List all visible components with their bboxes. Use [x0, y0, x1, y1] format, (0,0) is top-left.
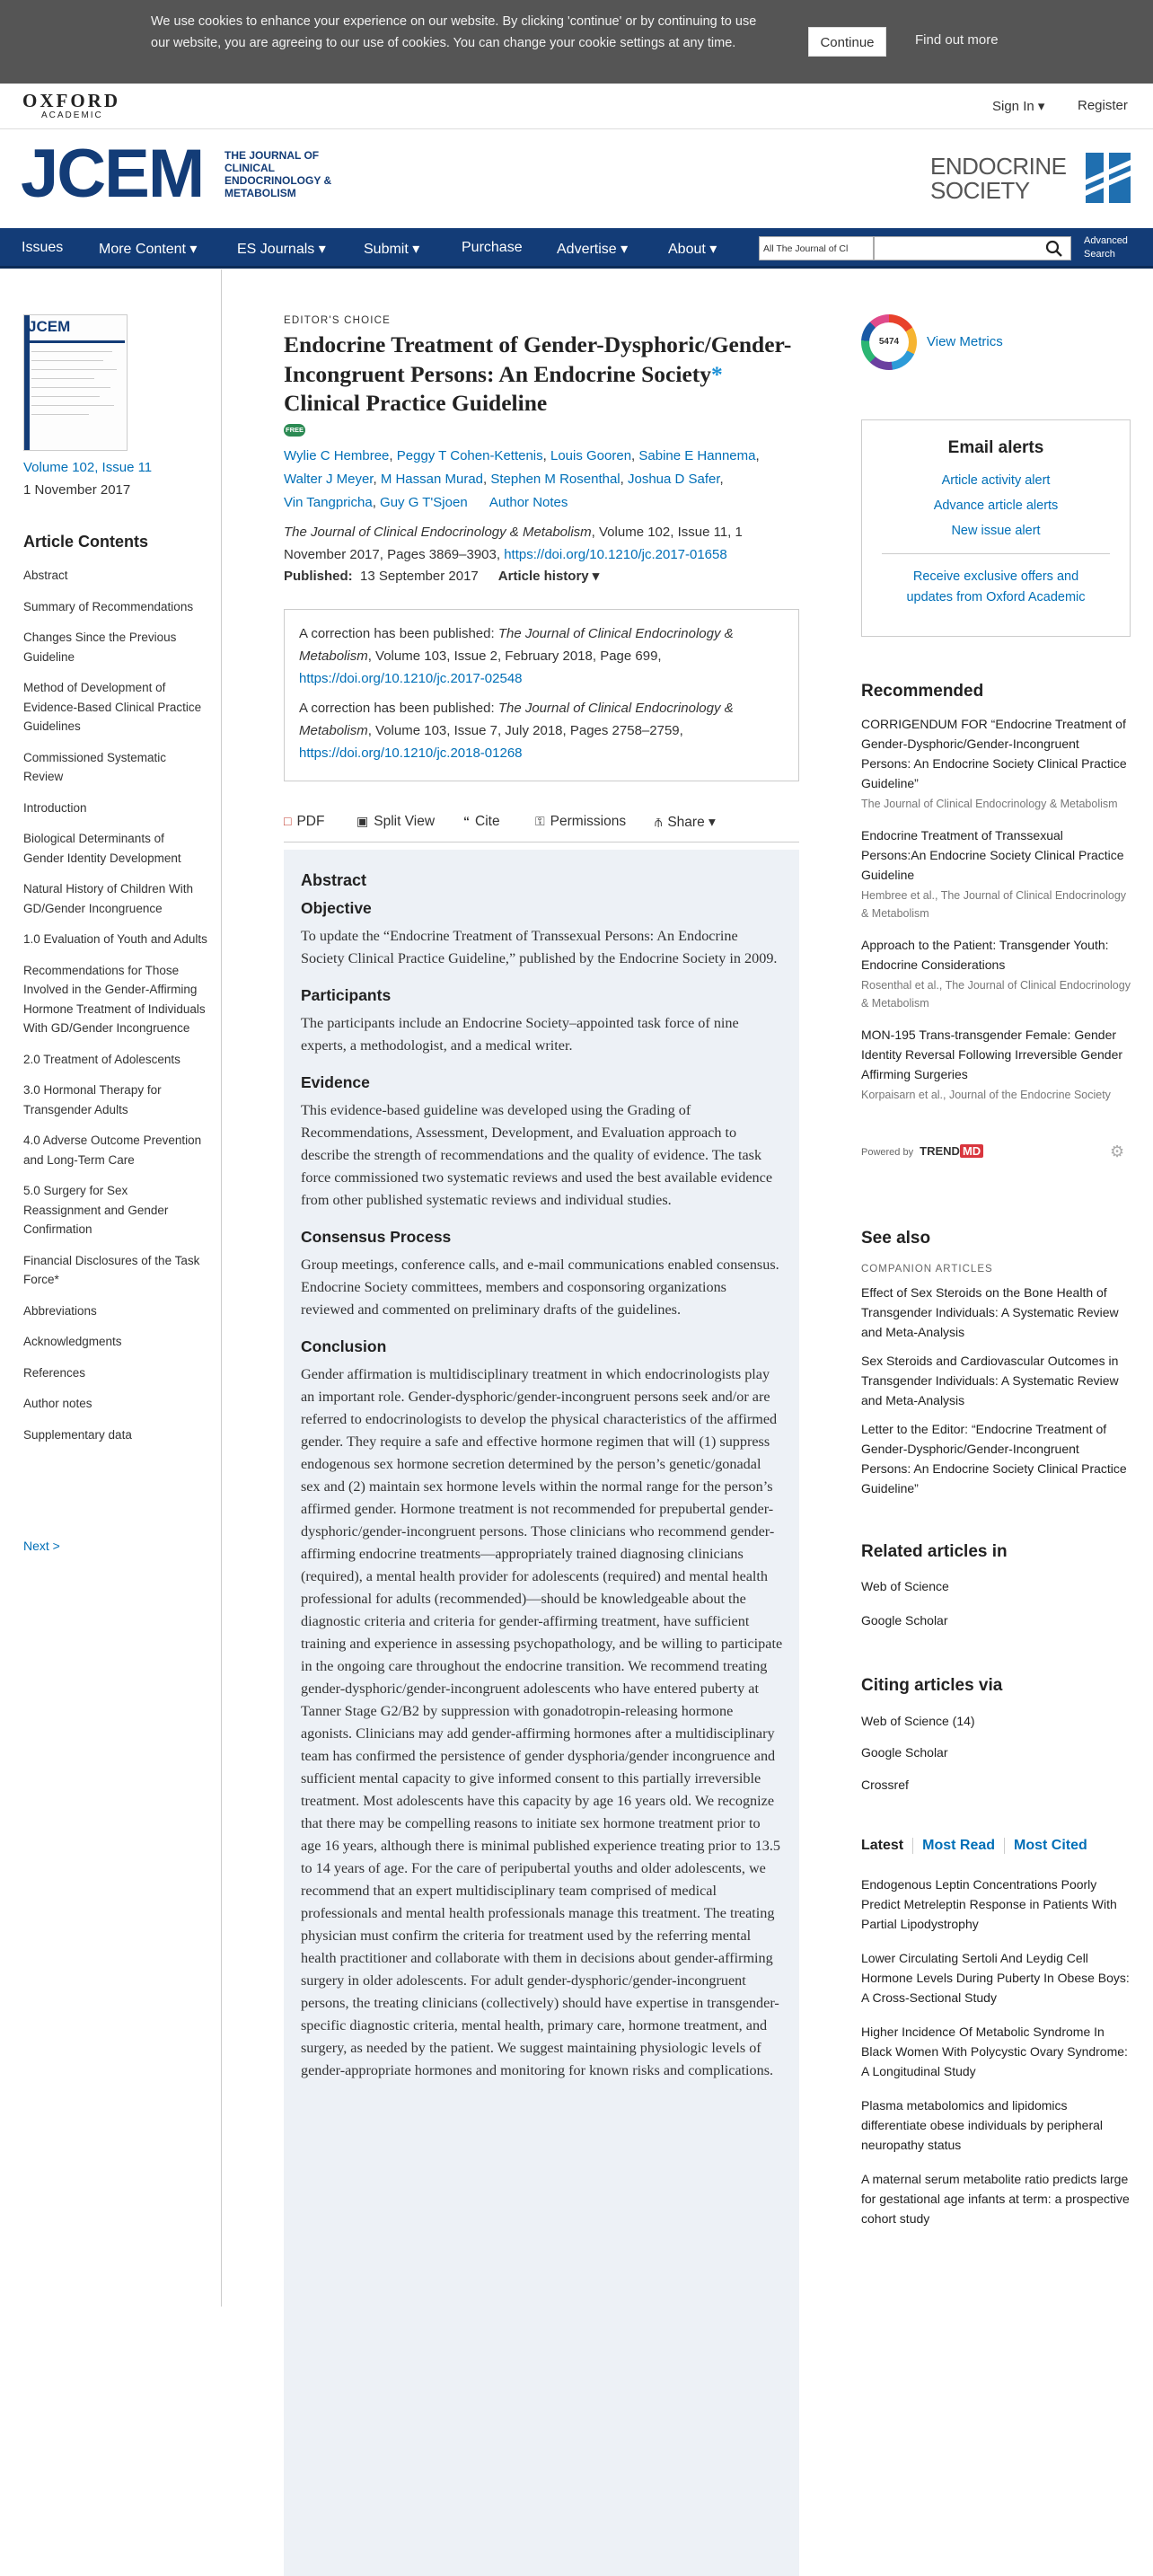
- key-icon: ⚿: [535, 814, 545, 828]
- cover-rule: [26, 340, 125, 343]
- recommended-item-source: Rosenthal et al., The Journal of Clinical Endocrinology & Metabolism: [861, 979, 1131, 1010]
- share-icon: ⫚: [655, 815, 663, 829]
- article-contents-title: Article Contents: [23, 533, 149, 551]
- toc-item[interactable]: 2.0 Treatment of Adolescents: [23, 1052, 180, 1066]
- article-citation: [284, 521, 799, 566]
- split-view-button[interactable]: [356, 814, 435, 830]
- author-notes-link[interactable]: Author Notes: [488, 495, 568, 510]
- oxford-logo[interactable]: OXFORD: [22, 90, 120, 111]
- search-scope-select[interactable]: [759, 236, 874, 260]
- issue-volume-link[interactable]: Volume 102, Issue 11: [23, 460, 153, 475]
- article-list-tabs: [861, 1838, 1105, 1854]
- toc-item[interactable]: 3.0 Hormonal Therapy for Transgender Adults: [23, 1083, 162, 1116]
- author-sep: ,: [483, 472, 491, 487]
- author-link[interactable]: M Hassan Murad: [380, 472, 484, 487]
- latest-article-link[interactable]: A maternal serum metabolite ratio predicts large for gestational age infants at term: a prospective cohort study: [861, 2172, 1130, 2226]
- author-link[interactable]: Louis Gooren: [550, 448, 632, 463]
- published-label: Published:: [284, 569, 353, 584]
- author-sep: ,: [542, 448, 550, 463]
- abstract-heading: Conclusion: [301, 1337, 387, 1355]
- trendmd-trend: TREND: [920, 1144, 960, 1158]
- recommended-item[interactable]: [861, 1025, 1131, 1104]
- article-history-toggle[interactable]: Article history ▾: [497, 569, 600, 584]
- split-view-icon: ▣: [356, 814, 369, 828]
- recommended-item-source: The Journal of Clinical Endocrinology & Metabolism: [861, 798, 1118, 810]
- advanced-search-label: Advanced Search: [1084, 235, 1128, 260]
- article-activity-alert-link[interactable]: Article activity alert: [941, 473, 1051, 488]
- editors-choice-label: EDITOR'S CHOICE: [284, 315, 392, 326]
- author-sep: ,: [373, 472, 381, 487]
- author-sep: ,: [389, 448, 397, 463]
- pdf-label: PDF: [296, 814, 325, 829]
- cookie-message: We use cookies to enhance your experience on our website. By clicking 'continue' or by continuing to use our website, you are agreeing to our use of cookies. You can change your cookie settings at any time.: [151, 14, 757, 50]
- recommended-item[interactable]: [861, 825, 1131, 922]
- author-sep: ,: [719, 472, 724, 487]
- published-line: [284, 568, 599, 584]
- correction-doi-link[interactable]: https://doi.org/10.1210/jc.2017-02548: [299, 671, 523, 686]
- abstract-heading: Consensus Process: [301, 1228, 452, 1246]
- permissions-button[interactable]: [535, 814, 626, 830]
- latest-articles-list: [861, 1875, 1131, 2243]
- author-link[interactable]: Guy G T'Sjoen: [380, 495, 468, 510]
- nav-purchase[interactable]: Purchase: [462, 240, 523, 255]
- advance-article-alerts-link[interactable]: Advance article alerts: [933, 498, 1059, 513]
- altmetric-badge[interactable]: [861, 314, 917, 370]
- toc-item[interactable]: Biological Determinants of Gender Identity Development: [23, 832, 181, 865]
- toc-item[interactable]: Natural History of Children With GD/Gender Incongruence: [23, 882, 194, 915]
- quote-icon: “: [463, 814, 470, 828]
- author-link[interactable]: Sabine E Hannema: [638, 448, 756, 463]
- see-also-list: [861, 1283, 1131, 1507]
- view-metrics-link[interactable]: View Metrics: [927, 334, 1003, 349]
- tab-most-cited[interactable]: Most Cited: [1014, 1838, 1087, 1853]
- toc-item[interactable]: Method of Development of Evidence-Based Clinical Practice Guidelines: [23, 681, 202, 733]
- published-date: 13 September 2017: [360, 569, 479, 584]
- toc-item[interactable]: Summary of Recommendations: [23, 599, 194, 613]
- cookie-banner: [0, 0, 1153, 84]
- endocrine-society-logo-text[interactable]: [930, 154, 1083, 203]
- search-icon[interactable]: [1044, 239, 1064, 259]
- abstract-heading: Evidence: [301, 1073, 370, 1091]
- see-also-item[interactable]: Letter to the Editor: “Endocrine Treatment of Gender-Dysphoric/Gender-Incongruent Persons: An Endocrine Society Clinical Practice Guideline”: [861, 1422, 1127, 1495]
- citing-articles-title: Citing articles via: [861, 1676, 1003, 1695]
- journal-logo[interactable]: JCEM: [21, 136, 204, 212]
- author-link[interactable]: Wylie C Hembree: [284, 448, 390, 463]
- endocrine-society-emblem-icon: [1086, 153, 1131, 203]
- cover-line: [31, 369, 117, 370]
- nav-about[interactable]: About ▾: [668, 242, 717, 257]
- correction-details: , Volume 103, Issue 7, July 2018, Pages 2758–2759,: [367, 723, 683, 738]
- journal-full-name: THE JOURNAL OF CLINICAL ENDOCRINOLOGY & METABOLISM: [224, 149, 332, 199]
- article-toolbar: [284, 808, 799, 842]
- permissions-label: Permissions: [550, 814, 627, 829]
- toc-item[interactable]: Author notes: [23, 1397, 92, 1410]
- author-link[interactable]: Peggy T Cohen-Kettenis: [396, 448, 543, 463]
- cover-line: [31, 360, 103, 361]
- see-also-title: See also: [861, 1229, 931, 1248]
- nav-es-journals[interactable]: ES Journals ▾: [237, 242, 326, 257]
- toc-item[interactable]: 4.0 Adverse Outcome Prevention and Long-Term Care: [23, 1134, 202, 1167]
- toc-item[interactable]: References: [23, 1365, 86, 1380]
- title-end: Clinical Practice Guideline: [284, 390, 548, 416]
- title-star-link[interactable]: *: [711, 360, 723, 387]
- author-link[interactable]: Walter J Meyer: [284, 472, 374, 487]
- author-sep: ,: [631, 448, 639, 463]
- recommended-item-title[interactable]: CORRIGENDUM FOR “Endocrine Treatment of Gender-Dysphoric/Gender-Incongruent Persons: An Endocrine Society Clinical Practice Guideline”: [861, 717, 1127, 790]
- cover-line: [31, 414, 89, 415]
- toc-item[interactable]: Acknowledgments: [23, 1335, 122, 1348]
- cover-line: [31, 387, 110, 388]
- article-title: [284, 331, 799, 419]
- powered-by-trendmd[interactable]: [861, 1144, 983, 1158]
- nav-more-content[interactable]: More Content ▾: [99, 242, 198, 257]
- citing-google-scholar-link[interactable]: Google Scholar: [861, 1745, 948, 1760]
- split-view-label: Split View: [374, 814, 436, 829]
- email-alerts-box: [861, 419, 1131, 637]
- related-web-of-science-link[interactable]: Web of Science: [861, 1579, 949, 1593]
- related-articles-title: Related articles in: [861, 1542, 1008, 1561]
- toc-item[interactable]: Introduction: [23, 800, 87, 815]
- free-badge: FREE: [284, 424, 305, 437]
- register-link[interactable]: Register: [1078, 98, 1128, 113]
- related-google-scholar-link[interactable]: Google Scholar: [861, 1613, 948, 1628]
- companion-articles-label: COMPANION ARTICLES: [861, 1264, 993, 1275]
- citing-crossref-link[interactable]: Crossref: [861, 1778, 909, 1792]
- tab-latest[interactable]: Latest: [861, 1838, 913, 1854]
- cover-line: [31, 378, 94, 379]
- cover-line: [31, 396, 100, 397]
- author-sep: ,: [755, 448, 760, 463]
- toc-item[interactable]: 5.0 Surgery for Sex Reassignment and Gender Confirmation: [23, 1184, 169, 1236]
- see-also-item[interactable]: Effect of Sex Steroids on the Bone Health of Transgender Individuals: A Systematic Review and Meta-Analysis: [861, 1285, 1119, 1339]
- email-alerts-title: Email alerts: [947, 438, 1044, 457]
- powered-by-label: Powered by: [861, 1147, 914, 1158]
- toc-list: [23, 566, 207, 1456]
- cover-journal-abbr: JCEM: [28, 318, 71, 335]
- abstract-paragraph: The participants include an Endocrine Society–appointed task force of nine experts, a methodologist, and a medical writer.: [301, 1015, 739, 1054]
- abstract-heading: Participants: [301, 986, 392, 1004]
- correction-journal: The Journal of Clinical Endocrinology & Metabolism: [299, 701, 734, 738]
- advanced-search-link[interactable]: [1084, 234, 1138, 261]
- citation-journal: The Journal of Clinical Endocrinology & Metabolism: [284, 525, 592, 540]
- pdf-icon: □: [284, 814, 292, 828]
- share-label: Share ▾: [667, 815, 716, 830]
- recommended-title: Recommended: [861, 682, 984, 701]
- latest-article-link[interactable]: Endogenous Leptin Concentrations Poorly Predict Metreleptin Response in Patients With Partial Lipodystrophy: [861, 1877, 1117, 1931]
- cite-label: Cite: [475, 814, 500, 829]
- tab-most-read[interactable]: Most Read: [922, 1838, 1005, 1854]
- author-link[interactable]: Vin Tangpricha: [284, 495, 373, 510]
- new-issue-alert-link[interactable]: New issue alert: [951, 524, 1041, 538]
- share-button[interactable]: [655, 814, 716, 831]
- correction-notice: [299, 697, 784, 764]
- title-main: Endocrine Treatment of Gender-Dysphoric/Gender-Incongruent Persons: An Endocrine Society: [284, 331, 792, 387]
- recommended-item-title[interactable]: MON-195 Trans-transgender Female: Gender Identity Reversal Following Irreversible Gender Affirming Surgeries: [861, 1028, 1123, 1081]
- society-name: ENDOCRINE SOCIETY: [930, 153, 1067, 204]
- abstract-paragraph: Group meetings, conference calls, and e-mail communications enabled consensus. Endocrine Society committees, members and cosponsoring organizations reviewed and commented on preliminary drafts of the guidelines.: [301, 1257, 779, 1318]
- divider: [882, 553, 1110, 554]
- recommended-item-title[interactable]: Approach to the Patient: Transgender Youth: Endocrine Considerations: [861, 938, 1109, 972]
- correction-journal: The Journal of Clinical Endocrinology & Metabolism: [299, 626, 734, 664]
- next-article-link[interactable]: Next >: [23, 1539, 60, 1553]
- abstract-paragraph: Gender affirmation is multidisciplinary treatment in which endocrinologists play an important role. Gender-dysphoric/gender-incongruent persons seek and/or are referred to endocrinologists to develop the physical characteristics of the affirmed gender. They require a safe and effective hormone regimen that will (1) suppress endogenous sex hormone secretion determined by the person’s genetic/gonadal sex and (2) maintain sex hormone levels within the normal range for the person’s affirmed gender. Hormone treatment is not recommended for prepubertal gender-dysphoric/gender-incongruent persons. Those clinicians who recommend gender-affirming endocrine treatments—appropriately trained diagnosing clinicians (required), a mental health provider for adolescents (required) and mental health professional for adults (recommended)—should be knowledgeable about the diagnostic criteria and criteria for gender-affirming treatment, have sufficient training and experience in assessing psychopathology, and be willing to participate in the ongoing care throughout the endocrine transition. We recommend treating gender-dysphoric/gender-incongruent adolescents who have entered puberty at Tanner Stage G2/B2 by suppression with gonadotropin-releasing hormone agonists. Clinicians may add gender-affirming hormones after a multidisciplinary team has confirmed the persistence of gender dysphoria/gender incongruence and sufficient mental capacity to give informed consent to this partially irreversible treatment. Most adolescents have this capacity by age 16 years old. We recognize that there may be compelling reasons to initiate sex hormone treatment prior to age 16 years, although there is minimal published experience treating prior to 13.5 to 14 years of age. For the care of peripubertal youths and older adolescents, we recommend that an expert multidisciplinary team comprised of medical professionals and mental health professionals manage this treatment. The treating physician must confirm the criteria for treatment used by the referring mental health practitioner and collaborate with them in decisions about gender-affirming surgery in older adolescents. For adult gender-dysphoric/gender-incongruent persons, the treating clinicians (collectively) should have expertise in transgender-specific diagnostic criteria, mental health, primary care, hormone treatment, and surgery, as needed by the patient. We suggest maintaining physiologic levels of gender-appropriate hormones and monitoring for known risks and complications.: [301, 1366, 783, 2078]
- toc-item[interactable]: Recommendations for Those Involved in the Gender-Affirming Hormone Treatment of Individuals With GD/Gender Incongruence: [23, 963, 206, 1035]
- correction-notice: [299, 622, 784, 690]
- cover-line: [31, 351, 112, 352]
- citing-web-of-science-link[interactable]: Web of Science (14): [861, 1714, 975, 1728]
- toc-item[interactable]: Commissioned Systematic Review: [23, 750, 167, 783]
- sign-in-link[interactable]: Sign In ▾: [992, 99, 1045, 114]
- metrics-count: 5474: [869, 322, 909, 362]
- left-sidebar: [0, 269, 222, 2307]
- abstract-paragraph: To update the “Endocrine Treatment of Transsexual Persons: An Endocrine Society Clinical Practice Guideline,” published by the Endocrine Society in 2009.: [301, 928, 778, 966]
- author-link[interactable]: Joshua D Safer: [627, 472, 720, 487]
- toc-item[interactable]: Abbreviations: [23, 1303, 97, 1318]
- cite-button[interactable]: [463, 814, 500, 830]
- abstract-heading: Objective: [301, 899, 372, 917]
- trendmd-logo: [920, 1144, 983, 1158]
- main-nav: [0, 228, 1153, 269]
- gear-icon[interactable]: ⚙: [1110, 1142, 1125, 1160]
- recommended-item-source: Hembree et al., The Journal of Clinical Endocrinology & Metabolism: [861, 889, 1127, 920]
- abstract-section: [284, 850, 799, 2576]
- author-sep: ,: [372, 495, 381, 510]
- academic-logo-text: ACADEMIC: [41, 110, 103, 120]
- nav-advertise[interactable]: Advertise ▾: [557, 242, 629, 257]
- journal-header: [0, 129, 1153, 228]
- issue-cover-image[interactable]: [23, 314, 128, 451]
- latest-article-link[interactable]: Plasma metabolomics and lipidomics differentiate obese individuals by peripheral neuropathy status: [861, 2098, 1104, 2152]
- oxford-offers-link[interactable]: Receive exclusive offers and updates from Oxford Academic: [906, 569, 1086, 604]
- toc-item[interactable]: Changes Since the Previous Guideline: [23, 631, 177, 664]
- correction-doi-link[interactable]: https://doi.org/10.1210/jc.2018-01268: [299, 745, 523, 761]
- abstract-paragraph: This evidence-based guideline was developed using the Grading of Recommendations, Assessment, Development, and Evaluation approach to describe the strength of recommendations and the quality of evidence. The task force commissioned two systematic reviews and used the best available evidence from other published systematic reviews and individual studies.: [301, 1102, 773, 1208]
- search-input[interactable]: [874, 236, 1071, 260]
- issue-date: 1 November 2017: [23, 482, 131, 498]
- cookie-continue-button[interactable]: Continue: [808, 27, 886, 57]
- author-list: [284, 445, 799, 515]
- article-doi-link[interactable]: https://doi.org/10.1210/jc.2017-01658: [504, 547, 727, 562]
- trendmd-md: MD: [960, 1144, 983, 1158]
- toc-item[interactable]: 1.0 Evaluation of Youth and Adults: [23, 932, 207, 946]
- top-bar: [0, 84, 1153, 129]
- recommended-item[interactable]: [861, 714, 1131, 813]
- correction-details: , Volume 103, Issue 2, February 2018, Page 699,: [367, 648, 662, 664]
- latest-article-link[interactable]: Higher Incidence Of Metabolic Syndrome In Black Women With Polycystic Ovary Syndrome: A Longitudinal Study: [861, 2025, 1128, 2078]
- recommended-item-source: Korpaisarn et al., Journal of the Endocrine Society: [861, 1089, 1111, 1101]
- author-link[interactable]: Stephen M Rosenthal: [490, 472, 621, 487]
- toc-item[interactable]: Abstract: [23, 569, 68, 582]
- recommended-item[interactable]: [861, 935, 1131, 1012]
- correction-lead: A correction has been published:: [299, 626, 498, 641]
- nav-issues[interactable]: Issues: [22, 240, 64, 255]
- pdf-button[interactable]: [284, 814, 324, 830]
- toc-item[interactable]: Supplementary data: [23, 1427, 132, 1442]
- author-sep: ,: [620, 472, 628, 487]
- nav-submit[interactable]: Submit ▾: [364, 242, 420, 257]
- cookie-find-out-link[interactable]: Find out more: [915, 32, 999, 48]
- recommended-item-title[interactable]: Endocrine Treatment of Transsexual Persons:An Endocrine Society Clinical Practice Guideline: [861, 828, 1124, 882]
- search-scope-value: All The Journal of Cl: [763, 243, 849, 254]
- toc-item[interactable]: Financial Disclosures of the Task Force*: [23, 1253, 200, 1286]
- cover-line: [31, 405, 114, 406]
- latest-article-link[interactable]: Lower Circulating Sertoli And Leydig Cell Hormone Levels During Puberty In Obese Boys: A Cross-Sectional Study: [861, 1951, 1130, 2005]
- correction-lead: A correction has been published:: [299, 701, 498, 716]
- see-also-item[interactable]: Sex Steroids and Cardiovascular Outcomes in Transgender Individuals: A Systematic Review and Meta-Analysis: [861, 1354, 1119, 1407]
- recommended-list: [861, 714, 1131, 1116]
- corrections-box: [284, 609, 799, 781]
- abstract-title: Abstract: [301, 871, 367, 889]
- citation-details: , Volume 102, Issue 11, 1 November 2017, Pages 3869–3903,: [284, 525, 743, 562]
